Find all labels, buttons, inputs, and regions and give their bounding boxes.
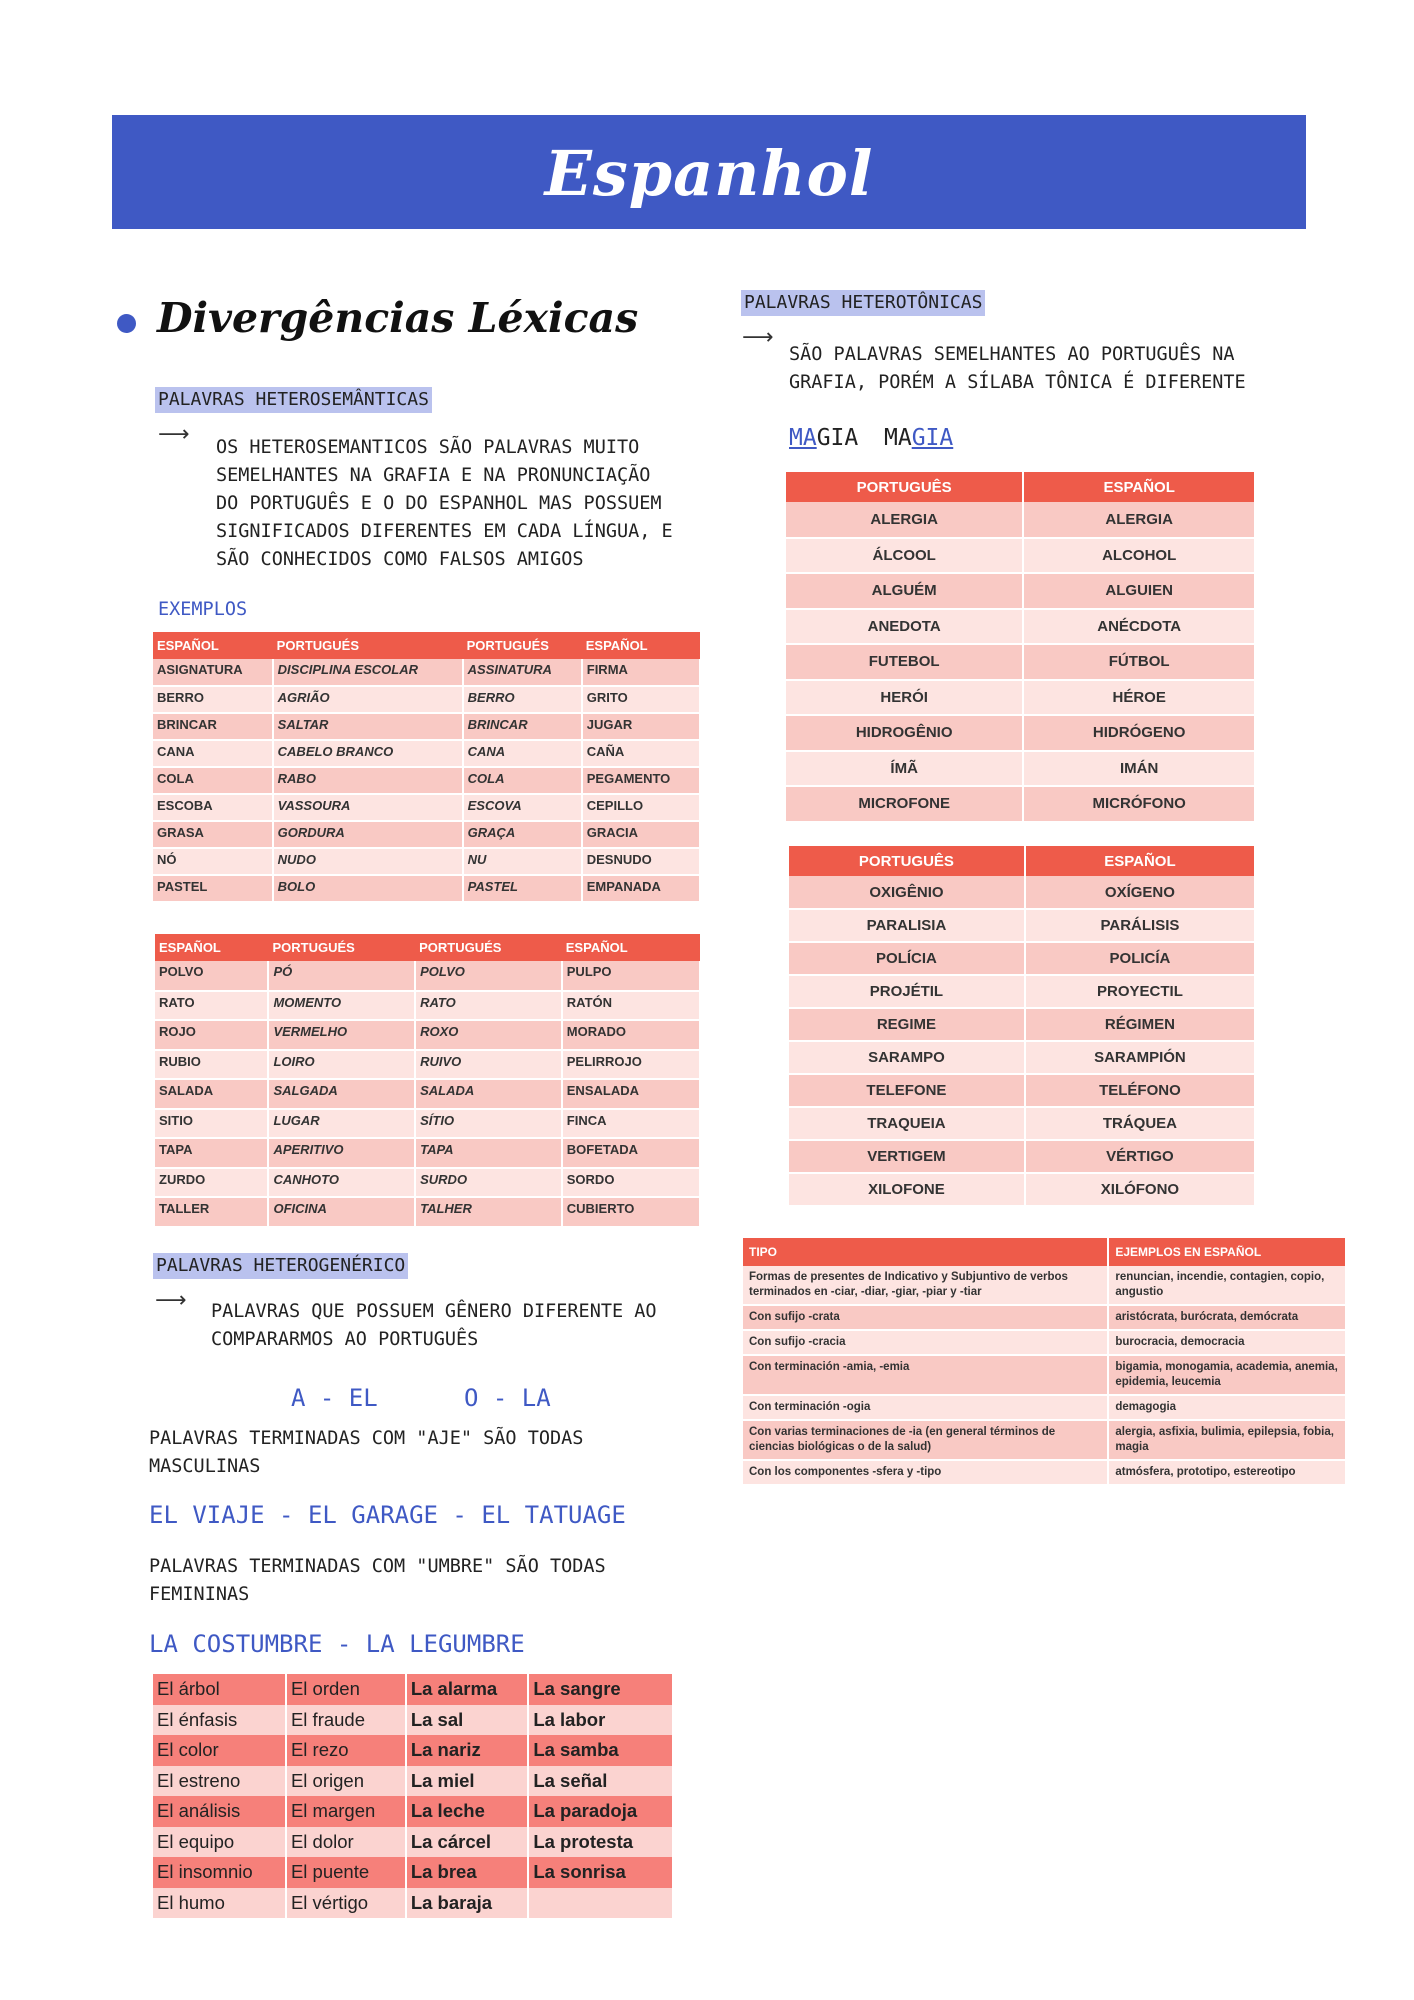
table-cell: Con los componentes -sfera y -tipo xyxy=(743,1460,1108,1485)
bullet-icon xyxy=(117,314,136,333)
table-row xyxy=(153,1766,673,1797)
table-cell: BOLO xyxy=(273,875,463,902)
table-cell: RUBIO xyxy=(155,1050,268,1080)
table-cell: PROYECTIL xyxy=(1025,975,1255,1008)
column-header: EJEMPLOS EN ESPAÑOL xyxy=(1108,1238,1346,1266)
table-cell: La samba xyxy=(528,1735,673,1766)
table-cell: ROXO xyxy=(415,1020,562,1050)
table-cell: SORDO xyxy=(562,1168,700,1198)
column-header: PORTUGUÉS xyxy=(415,934,562,961)
rule-o-la: O - LA xyxy=(464,1384,551,1412)
column-header: ESPAÑOL xyxy=(562,934,700,961)
table-cell: OXIGÊNIO xyxy=(789,876,1025,909)
table-row xyxy=(153,848,700,875)
table-cell: El humo xyxy=(153,1888,286,1919)
table-cell: HIDRÓGENO xyxy=(1023,715,1255,751)
table-row xyxy=(789,1140,1255,1173)
table-cell: ALCOHOL xyxy=(1023,538,1255,574)
table-cell: SALGADA xyxy=(268,1079,415,1109)
table-cell: Con varias terminaciones de -ia (en general términos de ciencias biológicas o de la salud) xyxy=(743,1420,1108,1460)
table-row xyxy=(153,1888,673,1919)
table-cell: HÉROE xyxy=(1023,680,1255,716)
table-row xyxy=(153,686,700,713)
table-cell: TRÁQUEA xyxy=(1025,1107,1255,1140)
table-cell: ENSALADA xyxy=(562,1079,700,1109)
table-row xyxy=(153,1674,673,1705)
table-cell: RÉGIMEN xyxy=(1025,1008,1255,1041)
table-cell: ÍMÃ xyxy=(786,751,1023,787)
table-cell: burocracia, democracia xyxy=(1108,1330,1346,1355)
table-row xyxy=(786,715,1255,751)
table-header-row xyxy=(786,472,1255,502)
table-cell: ROJO xyxy=(155,1020,268,1050)
table-row xyxy=(155,1168,700,1198)
table-header-row xyxy=(743,1238,1346,1266)
table-row xyxy=(786,609,1255,645)
table-cell: La sangre xyxy=(528,1674,673,1705)
table-cell: El origen xyxy=(286,1766,406,1797)
table-cell: El vértigo xyxy=(286,1888,406,1919)
table-cell: La nariz xyxy=(406,1735,528,1766)
table-cell: La labor xyxy=(528,1705,673,1736)
arrow-icon: ⟶ xyxy=(158,422,190,447)
table-cell: POLVO xyxy=(415,961,562,991)
table-cell: El fraude xyxy=(286,1705,406,1736)
table-cell: EMPANADA xyxy=(582,875,700,902)
table-cell: TELEFONE xyxy=(789,1074,1025,1107)
table-row xyxy=(786,538,1255,574)
table-row xyxy=(743,1330,1346,1355)
column-header: ESPAÑOL xyxy=(582,632,700,659)
heterogenerico-heading: PALAVRAS HETEROGENÉRICO xyxy=(153,1253,408,1279)
table-cell: ALERGIA xyxy=(786,502,1023,538)
arrow-icon: ⟶ xyxy=(742,325,774,350)
table-cell: BRINCAR xyxy=(463,713,582,740)
table-cell: POLÍCIA xyxy=(789,942,1025,975)
table-cell: CAÑA xyxy=(582,740,700,767)
table-cell: La baraja xyxy=(406,1888,528,1919)
table-cell: Con sufijo -crata xyxy=(743,1305,1108,1330)
arrow-icon: ⟶ xyxy=(155,1288,187,1313)
table-cell: FINCA xyxy=(562,1109,700,1139)
table-cell: ASSINATURA xyxy=(463,659,582,686)
table-cell: MICRÓFONO xyxy=(1023,786,1255,822)
table-cell: bigamia, monogamia, academia, anemia, epidemia, leucemia xyxy=(1108,1355,1346,1395)
table-header-row xyxy=(155,934,700,961)
table-cell: JUGAR xyxy=(582,713,700,740)
table-row xyxy=(743,1305,1346,1330)
table-cell: NU xyxy=(463,848,582,875)
table-cell: atmósfera, prototipo, estereotipo xyxy=(1108,1460,1346,1485)
table-cell: PELIRROJO xyxy=(562,1050,700,1080)
column-header: ESPAÑOL xyxy=(1023,472,1255,502)
table-cell: BOFETADA xyxy=(562,1138,700,1168)
table-cell: GORDURA xyxy=(273,821,463,848)
table-cell: Formas de presentes de Indicativo y Subjuntivo de verbos terminados en -ciar, -diar, -giar, -piar y -tiar xyxy=(743,1266,1108,1305)
table-row xyxy=(153,1857,673,1888)
table-cell: RABO xyxy=(273,767,463,794)
heterotonicas-text: SÃO PALAVRAS SEMELHANTES AO PORTUGUÊS NA GRAFIA, PORÉM A SÍLABA TÔNICA É DIFERENTE xyxy=(789,344,1246,393)
table-cell: ANÉCDOTA xyxy=(1023,609,1255,645)
table-cell: FIRMA xyxy=(582,659,700,686)
table-cell: VERTIGEM xyxy=(789,1140,1025,1173)
rule-a-el: A - EL xyxy=(291,1384,378,1412)
table-cell: demagogia xyxy=(1108,1395,1346,1420)
table-cell: CANA xyxy=(153,740,273,767)
magia-example-pt: MAGIA xyxy=(789,425,859,451)
table-cell: ESCOBA xyxy=(153,794,273,821)
table-cell: PARÁLISIS xyxy=(1025,909,1255,942)
table-header-row xyxy=(789,846,1255,876)
table-row xyxy=(743,1420,1346,1460)
table-cell: TAPA xyxy=(155,1138,268,1168)
magia-example-es: MAGIA xyxy=(884,425,954,451)
table-cell: COLA xyxy=(463,767,582,794)
table-row xyxy=(155,1079,700,1109)
table-cell: MOMENTO xyxy=(268,991,415,1021)
table-cell: SARAMPIÓN xyxy=(1025,1041,1255,1074)
table-row xyxy=(153,794,700,821)
table-cell: La miel xyxy=(406,1766,528,1797)
heterosemanticas-text: OS HETEROSEMANTICOS SÃO PALAVRAS MUITO SEMELHANTES NA GRAFIA E NA PRONUNCIAÇÃO DO PORTUGUÊS E O DO ESPANHOL MAS POSSUEM SIGNIFICADOS DIFERENTES EM CADA LÍNGUA, E SÃO CONHECIDOS COMO FALSOS AMIGOS xyxy=(216,437,673,570)
tonic-syllable: MA xyxy=(789,425,817,451)
table-cell: CUBIERTO xyxy=(562,1197,700,1227)
table-row xyxy=(153,713,700,740)
table-cell: NÓ xyxy=(153,848,273,875)
table-cell: LUGAR xyxy=(268,1109,415,1139)
table-cell: El orden xyxy=(286,1674,406,1705)
table-cell: GRACIA xyxy=(582,821,700,848)
table-cell: VASSOURA xyxy=(273,794,463,821)
table-row xyxy=(743,1460,1346,1485)
table-cell: ZURDO xyxy=(155,1168,268,1198)
heterosemanticas-heading: PALAVRAS HETEROSEMÂNTICAS xyxy=(155,387,432,413)
heterogenerico-text: PALAVRAS QUE POSSUEM GÊNERO DIFERENTE AO COMPARARMOS AO PORTUGUÊS xyxy=(211,1301,657,1350)
table-row xyxy=(155,991,700,1021)
column-header: ESPAÑOL xyxy=(155,934,268,961)
table-cell: REGIME xyxy=(789,1008,1025,1041)
table-cell: TALLER xyxy=(155,1197,268,1227)
table-cell: OXÍGENO xyxy=(1025,876,1255,909)
table-cell: APERITIVO xyxy=(268,1138,415,1168)
column-header: PORTUGUÉS xyxy=(463,632,582,659)
table-cell: La señal xyxy=(528,1766,673,1797)
table-row xyxy=(743,1395,1346,1420)
table-row xyxy=(789,1107,1255,1140)
table-row xyxy=(153,1827,673,1858)
table-row xyxy=(153,740,700,767)
table-cell: CEPILLO xyxy=(582,794,700,821)
column-header: PORTUGUÊS xyxy=(789,846,1025,876)
section-title: Divergências Léxicas xyxy=(157,294,639,342)
table-cell: ASIGNATURA xyxy=(153,659,273,686)
table-cell: El rezo xyxy=(286,1735,406,1766)
table-cell: RATO xyxy=(155,991,268,1021)
table-cell: GRAÇA xyxy=(463,821,582,848)
table-cell: PROJÉTIL xyxy=(789,975,1025,1008)
heterosemanticas-table-1 xyxy=(153,632,701,903)
table-cell: BRINCAR xyxy=(153,713,273,740)
table-cell: El equipo xyxy=(153,1827,286,1858)
table-row xyxy=(789,975,1255,1008)
table-row xyxy=(743,1266,1346,1305)
table-row xyxy=(789,1008,1255,1041)
table-row xyxy=(155,1020,700,1050)
table-cell: IMÁN xyxy=(1023,751,1255,787)
table-cell: SÍTIO xyxy=(415,1109,562,1139)
table-cell: El énfasis xyxy=(153,1705,286,1736)
table-cell: GRASA xyxy=(153,821,273,848)
table-cell: alergia, asfixia, bulimia, epilepsia, fobia, magia xyxy=(1108,1420,1346,1460)
umbre-text: PALAVRAS TERMINADAS COM "UMBRE" SÃO TODAS FEMININAS xyxy=(149,1556,606,1605)
table-cell: SALADA xyxy=(415,1079,562,1109)
table-cell: La cárcel xyxy=(406,1827,528,1858)
table-cell: RATO xyxy=(415,991,562,1021)
table-cell: VERMELHO xyxy=(268,1020,415,1050)
column-header: ESPAÑOL xyxy=(1025,846,1255,876)
table-cell: RUIVO xyxy=(415,1050,562,1080)
table-row xyxy=(786,751,1255,787)
table-cell: LOIRO xyxy=(268,1050,415,1080)
heterotonicas-heading: PALAVRAS HETEROTÔNICAS xyxy=(741,290,985,316)
column-header: PORTUGUÉS xyxy=(268,934,415,961)
table-cell: VÉRTIGO xyxy=(1025,1140,1255,1173)
table-row xyxy=(789,1173,1255,1206)
table-cell: TALHER xyxy=(415,1197,562,1227)
table-cell: POLVO xyxy=(155,961,268,991)
table-cell: PEGAMENTO xyxy=(582,767,700,794)
table-row xyxy=(153,1735,673,1766)
table-cell: POLICÍA xyxy=(1025,942,1255,975)
table-row xyxy=(789,909,1255,942)
table-cell: El insomnio xyxy=(153,1857,286,1888)
table-cell: TAPA xyxy=(415,1138,562,1168)
table-cell: SARAMPO xyxy=(789,1041,1025,1074)
table-cell: SALADA xyxy=(155,1079,268,1109)
aje-examples: EL VIAJE - EL GARAGE - EL TATUAGE xyxy=(149,1501,626,1529)
table-cell: CABELO BRANCO xyxy=(273,740,463,767)
table-cell: ALGUIEN xyxy=(1023,573,1255,609)
table-row xyxy=(153,821,700,848)
table-cell: AGRIÃO xyxy=(273,686,463,713)
table-row xyxy=(786,644,1255,680)
table-row xyxy=(789,1074,1255,1107)
table-cell: MICROFONE xyxy=(786,786,1023,822)
table-cell: HIDROGÊNIO xyxy=(786,715,1023,751)
table-cell: ESCOVA xyxy=(463,794,582,821)
table-row xyxy=(153,875,700,902)
table-cell: FÚTBOL xyxy=(1023,644,1255,680)
table-cell: La sal xyxy=(406,1705,528,1736)
table-cell: La protesta xyxy=(528,1827,673,1858)
table-cell: El estreno xyxy=(153,1766,286,1797)
column-header: ESPAÑOL xyxy=(153,632,273,659)
table-cell: PÓ xyxy=(268,961,415,991)
table-header-row xyxy=(153,632,700,659)
table-cell: El puente xyxy=(286,1857,406,1888)
table-cell: El análisis xyxy=(153,1796,286,1827)
table-cell: ÁLCOOL xyxy=(786,538,1023,574)
column-header: TIPO xyxy=(743,1238,1108,1266)
table-row xyxy=(155,1138,700,1168)
table-cell: La alarma xyxy=(406,1674,528,1705)
title-banner xyxy=(112,115,1306,229)
table-row xyxy=(155,1050,700,1080)
table-cell xyxy=(528,1888,673,1919)
table-row xyxy=(786,502,1255,538)
aje-text: PALAVRAS TERMINADAS COM "AJE" SÃO TODAS MASCULINAS xyxy=(149,1428,584,1477)
table-cell: FUTEBOL xyxy=(786,644,1023,680)
page-title: Espanhol xyxy=(544,137,874,210)
table-cell: OFICINA xyxy=(268,1197,415,1227)
table-cell: PULPO xyxy=(562,961,700,991)
examples-label: EXEMPLOS xyxy=(158,599,248,620)
table-cell: GRITO xyxy=(582,686,700,713)
table-cell: CANA xyxy=(463,740,582,767)
table-cell: MORADO xyxy=(562,1020,700,1050)
tipo-table xyxy=(743,1238,1347,1486)
table-cell: El árbol xyxy=(153,1674,286,1705)
heterosemanticas-table-2 xyxy=(155,934,701,1228)
table-row xyxy=(743,1355,1346,1395)
table-row xyxy=(786,680,1255,716)
table-cell: CANHOTO xyxy=(268,1168,415,1198)
table-cell: El margen xyxy=(286,1796,406,1827)
table-cell: La sonrisa xyxy=(528,1857,673,1888)
table-cell: XILOFONE xyxy=(789,1173,1025,1206)
table-row xyxy=(786,786,1255,822)
table-row xyxy=(153,767,700,794)
table-row xyxy=(786,573,1255,609)
table-cell: ALERGIA xyxy=(1023,502,1255,538)
table-cell: XILÓFONO xyxy=(1025,1173,1255,1206)
table-row xyxy=(155,961,700,991)
table-cell: SALTAR xyxy=(273,713,463,740)
table-cell: El dolor xyxy=(286,1827,406,1858)
table-row xyxy=(789,942,1255,975)
table-cell: aristócrata, burócrata, demócrata xyxy=(1108,1305,1346,1330)
heterogenerico-table xyxy=(153,1674,674,1918)
table-cell: PASTEL xyxy=(153,875,273,902)
table-cell: HERÓI xyxy=(786,680,1023,716)
table-row xyxy=(789,876,1255,909)
umbre-examples: LA COSTUMBRE - LA LEGUMBRE xyxy=(149,1630,525,1658)
table-cell: BERRO xyxy=(153,686,273,713)
heterotonicas-table-1 xyxy=(786,472,1256,823)
table-cell: Con terminación -amia, -emia xyxy=(743,1355,1108,1395)
table-cell: BERRO xyxy=(463,686,582,713)
table-cell: NUDO xyxy=(273,848,463,875)
table-row xyxy=(789,1041,1255,1074)
table-row xyxy=(153,1796,673,1827)
table-cell: DISCIPLINA ESCOLAR xyxy=(273,659,463,686)
table-cell: TELÉFONO xyxy=(1025,1074,1255,1107)
table-cell: DESNUDO xyxy=(582,848,700,875)
column-header: PORTUGUÊS xyxy=(786,472,1023,502)
table-row xyxy=(153,1705,673,1736)
table-cell: PASTEL xyxy=(463,875,582,902)
table-cell: La brea xyxy=(406,1857,528,1888)
table-cell: La paradoja xyxy=(528,1796,673,1827)
table-cell: renuncian, incendie, contagien, copio, angustio xyxy=(1108,1266,1346,1305)
table-cell: Con terminación -ogia xyxy=(743,1395,1108,1420)
table-cell: El color xyxy=(153,1735,286,1766)
table-cell: COLA xyxy=(153,767,273,794)
table-cell: TRAQUEIA xyxy=(789,1107,1025,1140)
table-row xyxy=(153,659,700,686)
table-cell: PARALISIA xyxy=(789,909,1025,942)
table-cell: SURDO xyxy=(415,1168,562,1198)
table-cell: RATÓN xyxy=(562,991,700,1021)
tonic-syllable: GIA xyxy=(911,425,954,451)
table-row xyxy=(155,1109,700,1139)
table-cell: SITIO xyxy=(155,1109,268,1139)
table-cell: Con sufijo -cracia xyxy=(743,1330,1108,1355)
table-cell: La leche xyxy=(406,1796,528,1827)
table-cell: ANEDOTA xyxy=(786,609,1023,645)
column-header: PORTUGUÉS xyxy=(273,632,463,659)
heterotonicas-table-2 xyxy=(789,846,1256,1207)
table-cell: ALGUÉM xyxy=(786,573,1023,609)
table-row xyxy=(155,1197,700,1227)
